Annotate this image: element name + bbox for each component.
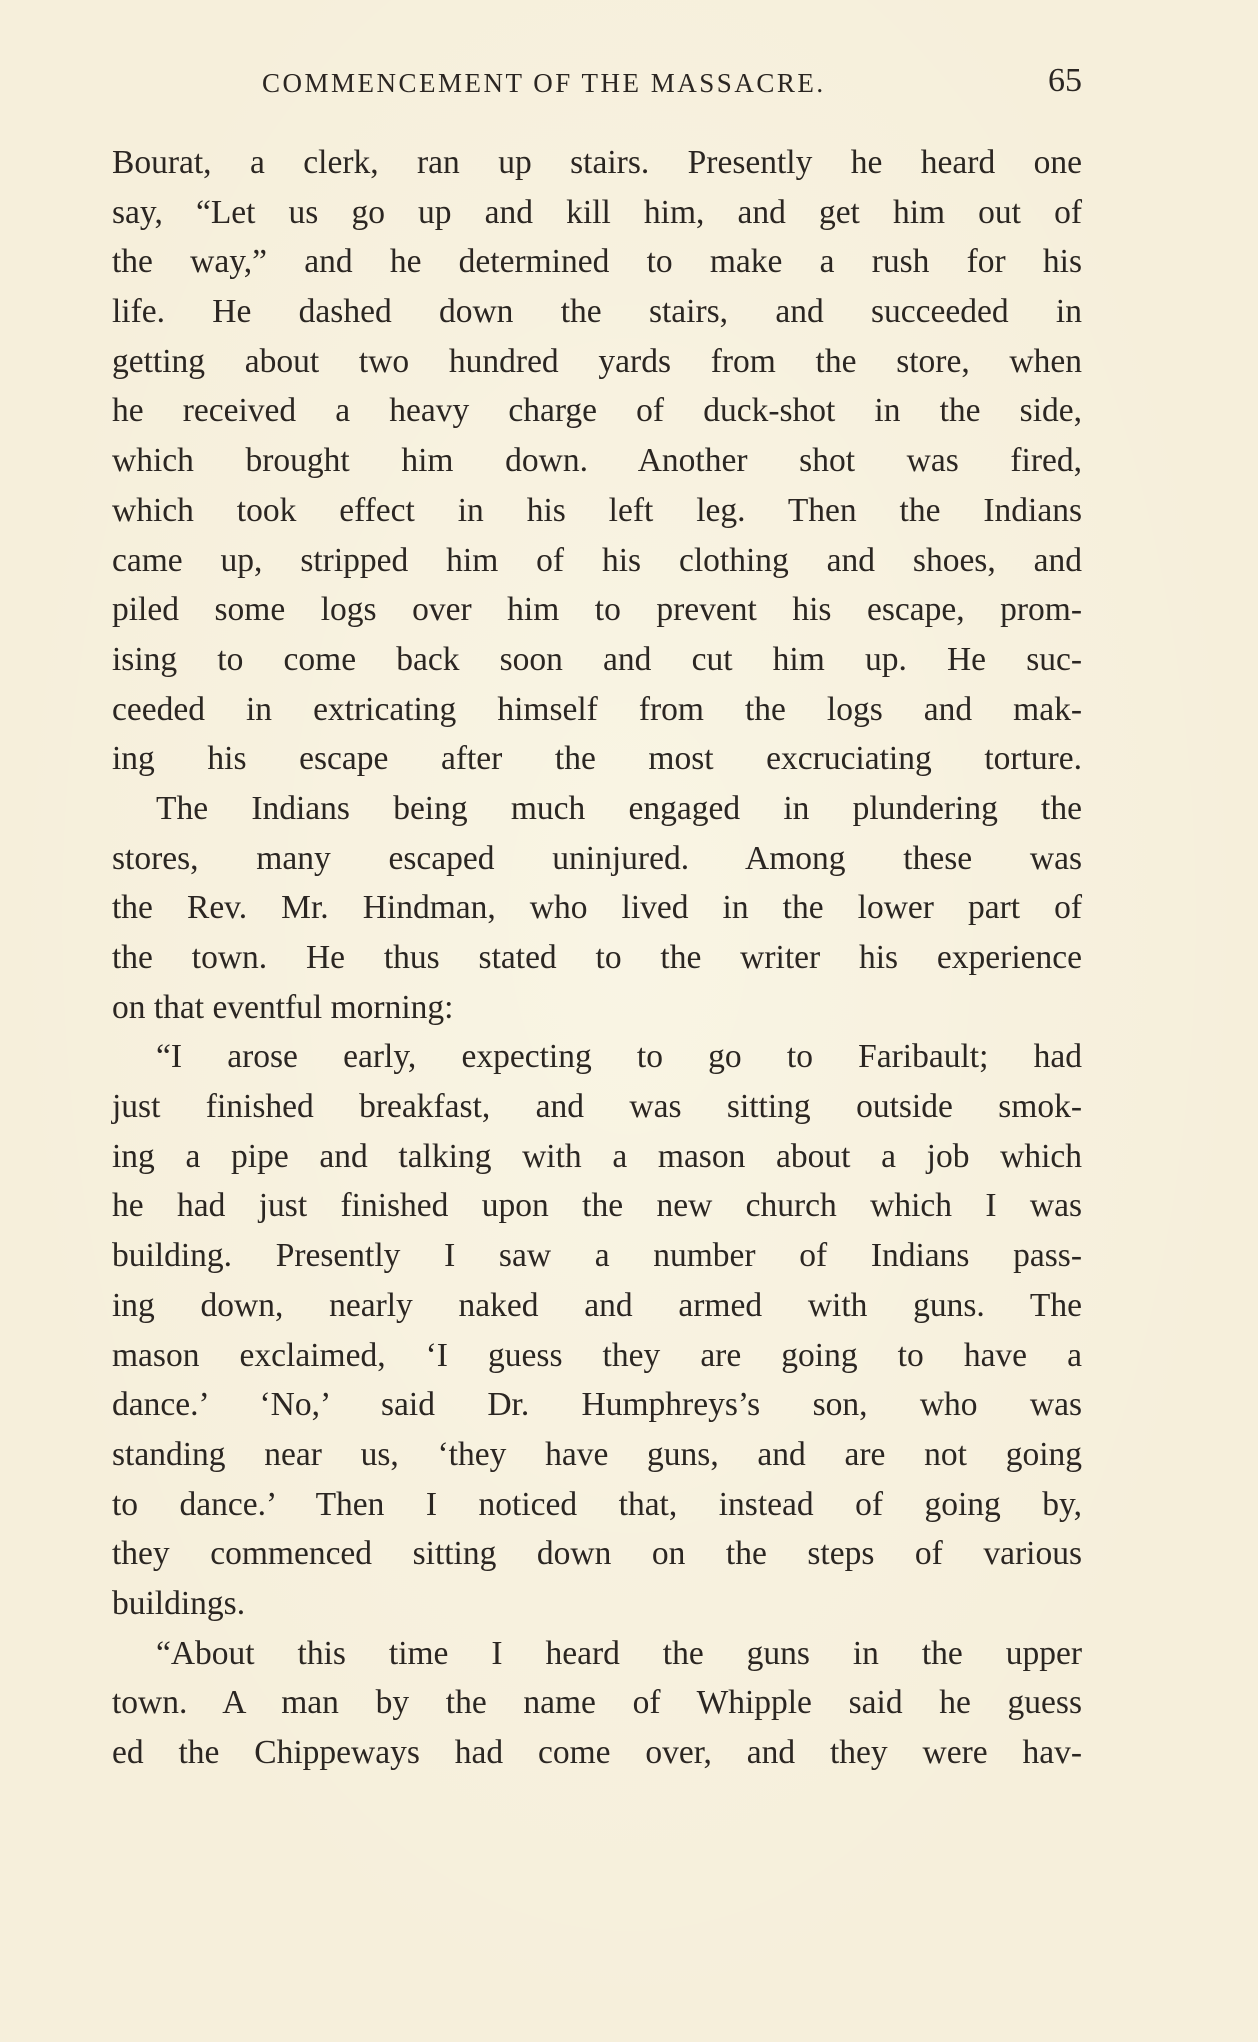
paragraph-first-line: The Indians being much engaged in plundering the — [156, 789, 1082, 827]
text-line: ceeded in extricating himself from the logs and mak- — [112, 690, 1082, 728]
text-line: he received a heavy charge of duck-shot in the side, — [112, 392, 1082, 430]
text-line: stores, many escaped uninjured. Among these was — [112, 839, 1082, 877]
text-line: getting about two hundred yards from the store, when — [112, 342, 1082, 380]
text-line: to dance.’ Then I noticed that, instead of going by, — [112, 1485, 1082, 1523]
text-line: piled some logs over him to prevent his escape, prom- — [112, 591, 1082, 629]
running-title: COMMENCEMENT OF THE MASSACRE. — [262, 68, 826, 98]
text-line: he had just finished upon the new church which I was — [112, 1187, 1082, 1225]
text-line: buildings. — [112, 1584, 246, 1622]
text-line: ising to come back soon and cut him up. He suc- — [112, 640, 1082, 678]
text-line: Bourat, a clerk, ran up stairs. Presently he heard one — [112, 144, 1082, 181]
text-line: town. A man by the name of Whipple said he guess — [112, 1684, 1082, 1722]
text-line: the way,” and he determined to make a rush for his — [112, 243, 1082, 281]
text-line: they commenced sitting down on the steps of various — [112, 1535, 1082, 1573]
text-line: mason exclaimed, ‘I guess they are going to have a — [112, 1336, 1082, 1374]
text-line: ing his escape after the most excruciating torture. — [112, 740, 1082, 778]
text-line: ing down, nearly naked and armed with guns. The — [112, 1286, 1082, 1324]
page-number: 65 — [1048, 62, 1082, 99]
text-line: dance.’ ‘No,’ said Dr. Humphreys’s son, who was — [112, 1386, 1082, 1424]
body-text — [112, 138, 1082, 1778]
paragraph-first-line: “I arose early, expecting to go to Faribault; had — [156, 1038, 1082, 1076]
text-line: building. Presently I saw a number of Indians pass- — [112, 1237, 1082, 1275]
paragraph-first-line: “About this time I heard the guns in the upper — [156, 1634, 1082, 1672]
text-line: ed the Chippeways had come over, and they were hav- — [112, 1734, 1082, 1771]
text-line: which took effect in his left leg. Then the Indians — [112, 491, 1082, 529]
text-line: just finished breakfast, and was sitting outside smok- — [112, 1088, 1082, 1126]
running-head — [112, 60, 1082, 110]
text-line: came up, stripped him of his clothing and shoes, and — [112, 541, 1082, 579]
text-line: the Rev. Mr. Hindman, who lived in the lower part of — [112, 889, 1082, 927]
text-line: ing a pipe and talking with a mason about a job which — [112, 1137, 1082, 1175]
text-line: the town. He thus stated to the writer his experience — [112, 939, 1082, 976]
text-line: on that eventful morning: — [112, 988, 454, 1026]
text-line: standing near us, ‘they have guns, and are not going — [112, 1435, 1082, 1473]
text-line: say, “Let us go up and kill him, and get him out of — [112, 193, 1082, 231]
text-line: life. He dashed down the stairs, and succeeded in — [112, 293, 1082, 331]
text-line: which brought him down. Another shot was fired, — [112, 442, 1082, 480]
